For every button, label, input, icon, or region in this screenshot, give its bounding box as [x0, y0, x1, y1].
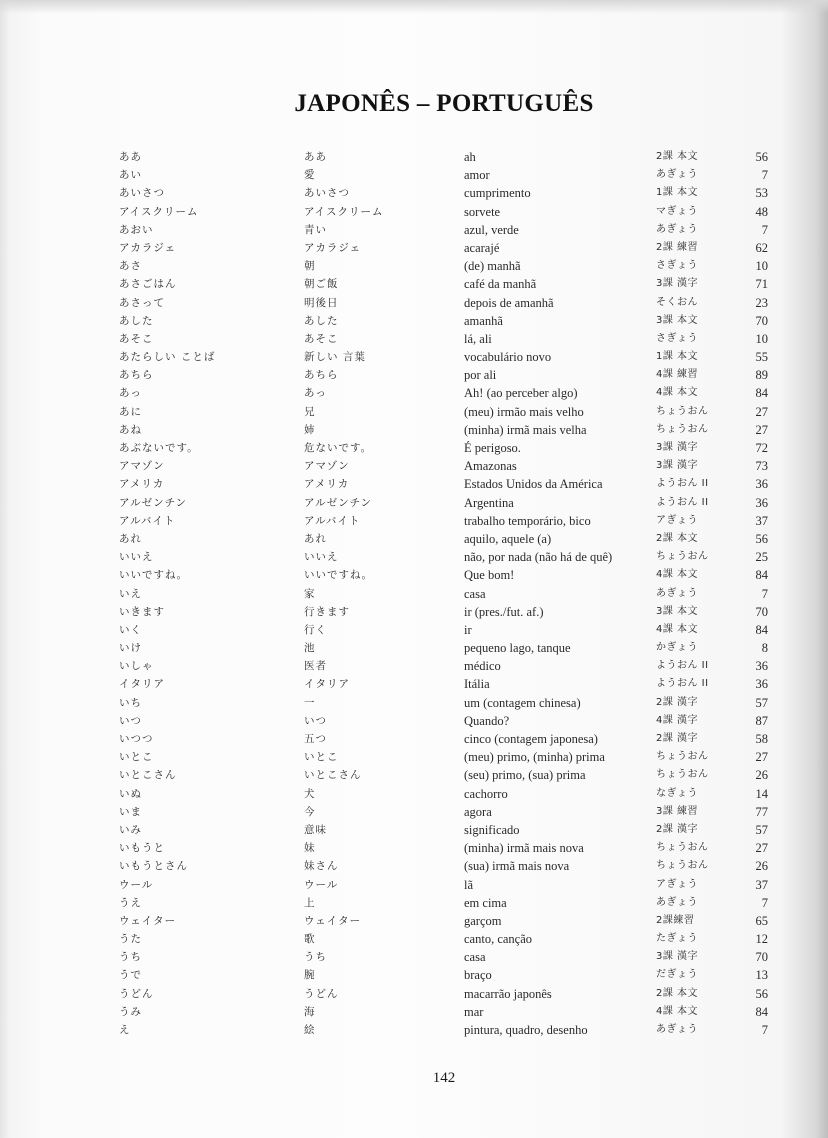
- entry-kana: ああ: [119, 151, 142, 163]
- entry-row: [0, 530, 828, 548]
- entry-portuguese: canto, canção: [464, 932, 533, 947]
- entry-portuguese: (seu) primo, (sua) prima: [464, 768, 586, 783]
- entry-page: 36: [755, 495, 768, 510]
- entry-kanji: いいですね。: [304, 569, 373, 582]
- entry-row: [0, 221, 828, 239]
- entry-page: 27: [755, 841, 768, 856]
- entry-page: 55: [755, 350, 768, 365]
- entry-source: アぎょう: [656, 878, 698, 890]
- entry-source: 4課 本文: [656, 569, 699, 581]
- entry-page: 65: [755, 913, 768, 928]
- entry-source: 4課 本文: [656, 623, 699, 635]
- entry-kanji: 朝ご飯: [304, 278, 339, 291]
- entry-kanji: 妹さん: [304, 860, 339, 873]
- entry-portuguese: Quando?: [464, 713, 510, 728]
- entry-portuguese: Itália: [464, 677, 490, 692]
- entry-page: 7: [761, 1023, 768, 1037]
- entry-kana: いいですね。: [119, 569, 188, 582]
- entry-row: [0, 730, 828, 748]
- entry-row: [0, 585, 828, 603]
- entry-kana: いつ: [119, 714, 142, 727]
- entry-portuguese: casa: [464, 586, 486, 601]
- entry-kanji: 上: [304, 896, 316, 909]
- entry-row: [0, 475, 828, 493]
- entry-kanji: アマゾン: [304, 460, 350, 473]
- entry-row: [0, 839, 828, 857]
- entry-row: [0, 566, 828, 584]
- entry-kana: うみ: [119, 1005, 142, 1018]
- entry-kanji: あいさつ: [304, 187, 350, 200]
- entry-kanji: イタリア: [304, 678, 350, 691]
- entry-list: [0, 148, 828, 1039]
- entry-source: あぎょう: [656, 587, 698, 599]
- entry-source: だぎょう: [656, 969, 698, 981]
- entry-kanji: 危ないです。: [304, 442, 373, 454]
- entry-portuguese: garçom: [464, 913, 502, 928]
- entry-row: [0, 821, 828, 839]
- entry-portuguese: por ali: [464, 368, 497, 383]
- entry-kana: いとこさん: [119, 769, 177, 782]
- entry-source: 1課 本文: [656, 351, 699, 363]
- entry-kana: いいえ: [119, 551, 154, 564]
- entry-kana: いく: [119, 623, 142, 636]
- entry-page: 13: [755, 968, 768, 983]
- entry-source: あぎょう: [656, 896, 698, 908]
- entry-source: あぎょう: [656, 223, 698, 235]
- entry-row: [0, 439, 828, 457]
- entry-kanji: 家: [304, 587, 316, 600]
- entry-portuguese: médico: [464, 659, 501, 674]
- entry-kana: あおい: [119, 223, 154, 236]
- entry-kanji: 明後日: [304, 296, 339, 309]
- entry-kana: うた: [119, 933, 142, 946]
- entry-kanji: いつ: [304, 714, 327, 727]
- entry-kanji: 意味: [304, 823, 327, 836]
- entry-portuguese: ah: [464, 150, 476, 164]
- entry-kana: うち: [119, 951, 142, 964]
- entry-row: [0, 639, 828, 657]
- entry-portuguese: aquilo, aquele (a): [464, 531, 552, 546]
- entry-portuguese: (meu) primo, (minha) prima: [464, 750, 605, 765]
- entry-kana: あたらしい ことば: [119, 351, 216, 364]
- entry-row: [0, 275, 828, 293]
- entry-portuguese: café da manhã: [464, 277, 537, 292]
- entry-page: 84: [755, 568, 768, 583]
- entry-source: 3課 漢字: [656, 442, 699, 453]
- entry-row: [0, 512, 828, 530]
- entry-kana: あさ: [119, 260, 142, 273]
- entry-kana: いとこ: [119, 751, 154, 764]
- entry-kanji: アルゼンチン: [304, 496, 373, 509]
- entry-kana: あい: [119, 169, 142, 182]
- entry-row: [0, 203, 828, 221]
- entry-kana: ウェイター: [119, 914, 177, 927]
- entry-portuguese: cumprimento: [464, 186, 531, 201]
- entry-kanji: 五つ: [304, 733, 327, 745]
- entry-portuguese: ir: [464, 622, 472, 637]
- entry-kanji: あれ: [304, 532, 327, 545]
- entry-page: 23: [755, 295, 768, 310]
- entry-page: 7: [761, 168, 768, 183]
- entry-source: ようおん II: [656, 678, 709, 690]
- entry-kanji: うち: [304, 951, 327, 964]
- entry-source: あぎょう: [656, 1024, 698, 1035]
- entry-page: 84: [755, 1004, 768, 1019]
- entry-kana: うどん: [119, 987, 154, 1000]
- entry-portuguese: lá, ali: [464, 331, 492, 346]
- entry-portuguese: casa: [464, 950, 486, 965]
- entry-kana: いけ: [119, 642, 142, 655]
- entry-row: [0, 694, 828, 712]
- entry-kanji: あちら: [304, 369, 339, 382]
- entry-page: 12: [755, 932, 768, 947]
- entry-page: 7: [761, 586, 768, 601]
- entry-source: 4課 練習: [656, 369, 699, 381]
- entry-page: 71: [755, 277, 768, 292]
- entry-row: [0, 912, 828, 930]
- entry-kanji: 絵: [304, 1024, 316, 1036]
- entry-kana: あいさつ: [119, 187, 165, 200]
- entry-source: 1課 本文: [656, 187, 699, 199]
- entry-kanji: アカラジェ: [304, 241, 362, 254]
- entry-row: [0, 421, 828, 439]
- entry-source: アぎょう: [656, 514, 698, 526]
- entry-row: [0, 930, 828, 948]
- entry-kanji: 犬: [304, 787, 316, 800]
- entry-page: 57: [755, 822, 768, 837]
- entry-page: 84: [755, 622, 768, 637]
- entry-kana: アマゾン: [119, 460, 165, 473]
- entry-kana: あね: [119, 423, 142, 436]
- entry-kanji: 海: [304, 1005, 316, 1018]
- entry-portuguese: agora: [464, 804, 492, 819]
- entry-kana: アカラジェ: [119, 241, 177, 254]
- entry-portuguese: vocabulário novo: [464, 350, 552, 365]
- entry-page: 36: [755, 659, 768, 674]
- entry-portuguese: acarajé: [464, 240, 500, 255]
- entry-kana: うで: [119, 969, 142, 982]
- entry-kanji: 青い: [304, 223, 327, 236]
- entry-source: かぎょう: [656, 642, 698, 654]
- entry-portuguese: amanhã: [464, 313, 503, 328]
- entry-kana: え: [119, 1024, 131, 1036]
- entry-row: [0, 548, 828, 566]
- entry-page: 87: [755, 713, 768, 728]
- entry-kana: あれ: [119, 532, 142, 545]
- entry-row: [0, 785, 828, 803]
- entry-kana: いち: [119, 696, 142, 709]
- entry-page: 56: [755, 150, 768, 164]
- entry-page: 70: [755, 313, 768, 328]
- entry-row: [0, 148, 828, 166]
- entry-row: [0, 294, 828, 312]
- entry-row: [0, 803, 828, 821]
- entry-kana: いもうと: [119, 842, 165, 855]
- entry-kanji: 新しい 言葉: [304, 351, 366, 364]
- entry-kana: いま: [119, 805, 142, 818]
- entry-row: [0, 330, 828, 348]
- entry-kana: あした: [119, 314, 154, 327]
- entry-kana: いつつ: [119, 733, 154, 745]
- entry-kanji: アルバイト: [304, 514, 361, 527]
- entry-row: [0, 239, 828, 257]
- entry-page: 7: [761, 222, 768, 237]
- entry-page: 36: [755, 677, 768, 692]
- entry-kanji: いいえ: [304, 551, 339, 564]
- entry-source: あぎょう: [656, 169, 698, 181]
- entry-kana: あに: [119, 405, 142, 418]
- entry-page: 37: [755, 513, 768, 528]
- entry-source: さぎょう: [656, 332, 698, 344]
- entry-portuguese: Amazonas: [464, 459, 517, 474]
- entry-row: [0, 894, 828, 912]
- entry-row: [0, 366, 828, 384]
- entry-portuguese: (minha) irmã mais velha: [464, 422, 587, 437]
- entry-portuguese: em cima: [464, 895, 507, 910]
- entry-kanji: いとこ: [304, 751, 339, 764]
- entry-kanji: 医者: [304, 660, 327, 673]
- entry-kanji: 妹: [304, 842, 316, 855]
- entry-row: [0, 457, 828, 475]
- entry-kana: いみ: [119, 823, 142, 836]
- entry-source: なぎょう: [656, 787, 698, 799]
- entry-page: 10: [755, 259, 768, 274]
- entry-page: 27: [755, 750, 768, 765]
- entry-source: 4課 本文: [656, 1005, 699, 1017]
- entry-source: 4課 本文: [656, 387, 699, 399]
- entry-row: [0, 257, 828, 275]
- entry-page: 48: [755, 204, 768, 219]
- entry-portuguese: pequeno lago, tanque: [464, 641, 571, 656]
- entry-kanji: あした: [304, 314, 339, 327]
- entry-source: ちょうおん: [656, 769, 709, 781]
- entry-page: 8: [761, 641, 768, 656]
- entry-row: [0, 1003, 828, 1021]
- entry-page: 56: [755, 531, 768, 546]
- entry-source: マぎょう: [656, 205, 698, 217]
- entry-source: ちょうおん: [656, 405, 709, 417]
- entry-kanji: 行く: [304, 623, 327, 636]
- entry-row: [0, 312, 828, 330]
- entry-page: 25: [755, 550, 768, 565]
- entry-page: 14: [755, 786, 768, 801]
- entry-portuguese: (meu) irmão mais velho: [464, 404, 584, 419]
- entry-source: そくおん: [656, 296, 698, 308]
- entry-page: 7: [761, 895, 768, 910]
- entry-portuguese: (de) manhã: [464, 259, 521, 274]
- entry-portuguese: cachorro: [464, 786, 508, 801]
- entry-portuguese: macarrão japonês: [464, 986, 552, 1001]
- entry-kanji: ああ: [304, 151, 327, 163]
- entry-page: 27: [755, 404, 768, 419]
- entry-page: 77: [755, 804, 768, 819]
- entry-kana: いきます: [119, 605, 165, 618]
- entry-source: 3課 本文: [656, 605, 699, 617]
- entry-portuguese: braço: [464, 968, 492, 983]
- entry-row: [0, 621, 828, 639]
- entry-kanji: あそこ: [304, 332, 339, 345]
- entry-source: ようおん II: [656, 478, 709, 490]
- entry-portuguese: Estados Unidos da América: [464, 477, 603, 492]
- entry-kana: アルバイト: [119, 514, 176, 527]
- entry-kana: イタリア: [119, 678, 165, 691]
- entry-page: 84: [755, 386, 768, 401]
- entry-source: 3課 本文: [656, 314, 699, 326]
- entry-source: ようおん II: [656, 660, 709, 672]
- entry-row: [0, 857, 828, 875]
- entry-source: たぎょう: [656, 933, 698, 945]
- entry-source: さぎょう: [656, 260, 698, 272]
- entry-row: [0, 403, 828, 421]
- entry-row: [0, 966, 828, 984]
- entry-row: [0, 1021, 828, 1039]
- entry-row: [0, 985, 828, 1003]
- entry-source: 3課 漢字: [656, 278, 699, 290]
- entry-source: 4課 漢字: [656, 714, 699, 726]
- entry-kanji: ウェイター: [304, 914, 362, 927]
- entry-source: 3課 漢字: [656, 460, 699, 472]
- entry-kanji: 今: [304, 805, 316, 818]
- entry-kanji: 一: [304, 696, 316, 709]
- entry-row: [0, 184, 828, 202]
- entry-page: 36: [755, 477, 768, 492]
- entry-source: 3課 練習: [656, 805, 699, 817]
- entry-page: 62: [755, 240, 768, 255]
- entry-portuguese: depois de amanhã: [464, 295, 554, 310]
- entry-kanji: 姉: [304, 423, 316, 436]
- entry-page: 73: [755, 459, 768, 474]
- entry-page: 56: [755, 986, 768, 1001]
- entry-page: 72: [755, 441, 768, 455]
- entry-row: [0, 675, 828, 693]
- entry-kana: あちら: [119, 369, 154, 382]
- entry-source: 2課練習: [656, 914, 695, 926]
- entry-page: 27: [755, 422, 768, 437]
- entry-portuguese: cinco (contagem japonesa): [464, 732, 598, 746]
- entry-kana: ウール: [119, 878, 154, 891]
- entry-page: 10: [755, 331, 768, 346]
- entry-row: [0, 166, 828, 184]
- entry-row: [0, 876, 828, 894]
- entry-kana: あっ: [119, 387, 142, 400]
- entry-row: [0, 603, 828, 621]
- entry-portuguese: Que bom!: [464, 568, 515, 583]
- entry-kanji: アメリカ: [304, 478, 350, 491]
- entry-row: [0, 748, 828, 766]
- entry-source: 2課 漢字: [656, 823, 699, 835]
- entry-source: ちょうおん: [656, 860, 709, 872]
- entry-portuguese: (minha) irmã mais nova: [464, 841, 584, 856]
- entry-portuguese: trabalho temporário, bico: [464, 513, 591, 528]
- entry-portuguese: Argentina: [464, 495, 514, 510]
- entry-page: 26: [755, 859, 768, 874]
- entry-source: 2課 本文: [656, 151, 699, 162]
- entry-kana: うえ: [119, 896, 142, 909]
- entry-source: 2課 漢字: [656, 733, 699, 744]
- entry-kana: いえ: [119, 587, 142, 600]
- entry-portuguese: significado: [464, 822, 520, 837]
- entry-page: 57: [755, 695, 768, 710]
- entry-row: [0, 657, 828, 675]
- entry-row: [0, 712, 828, 730]
- entry-row: [0, 766, 828, 784]
- entry-kana: アルゼンチン: [119, 496, 188, 509]
- entry-portuguese: pintura, quadro, desenho: [464, 1023, 588, 1037]
- entry-portuguese: Ah! (ao perceber algo): [464, 386, 578, 401]
- entry-portuguese: um (contagem chinesa): [464, 695, 581, 710]
- entry-kana: あさって: [119, 296, 165, 309]
- entry-kana: アメリカ: [119, 478, 165, 491]
- entry-kana: あそこ: [119, 332, 154, 345]
- entry-source: 2課 本文: [656, 532, 699, 544]
- entry-portuguese: azul, verde: [464, 222, 519, 237]
- entry-page: 58: [755, 732, 768, 746]
- entry-source: ちょうおん: [656, 751, 709, 763]
- entry-kanji: うどん: [304, 987, 339, 1000]
- entry-portuguese: mar: [464, 1004, 484, 1019]
- entry-row: [0, 384, 828, 402]
- entry-kanji: 行きます: [304, 605, 350, 618]
- entry-page: 26: [755, 768, 768, 783]
- entry-kanji: いとこさん: [304, 769, 362, 782]
- entry-kana: あぶないです。: [119, 442, 199, 454]
- entry-page: 53: [755, 186, 768, 201]
- entry-page: 89: [755, 368, 768, 383]
- entry-kana: いぬ: [119, 787, 142, 800]
- entry-row: [0, 948, 828, 966]
- entry-source: ちょうおん: [656, 551, 709, 563]
- entry-row: [0, 494, 828, 512]
- entry-portuguese: lã: [464, 877, 474, 892]
- entry-row: [0, 348, 828, 366]
- entry-kanji: 腕: [304, 969, 316, 982]
- entry-kana: いもうとさん: [119, 860, 188, 873]
- entry-source: 2課 本文: [656, 987, 699, 999]
- entry-portuguese: ir (pres./fut. af.): [464, 604, 544, 619]
- entry-kana: いしゃ: [119, 660, 154, 673]
- entry-portuguese: (sua) irmã mais nova: [464, 859, 570, 874]
- entry-kanji: アイスクリーム: [304, 205, 384, 218]
- entry-source: ようおん II: [656, 496, 709, 508]
- entry-kana: あさごはん: [119, 278, 177, 291]
- entry-page: 70: [755, 604, 768, 619]
- entry-kanji: ウール: [304, 878, 339, 891]
- entry-kanji: 朝: [304, 260, 316, 273]
- entry-portuguese: É perigoso.: [464, 441, 521, 455]
- entry-source: 3課 漢字: [656, 951, 699, 963]
- entry-source: ちょうおん: [656, 423, 709, 435]
- entry-portuguese: amor: [464, 168, 490, 183]
- entry-source: ちょうおん: [656, 842, 709, 854]
- entry-kanji: 歌: [304, 933, 316, 946]
- entry-page: 70: [755, 950, 768, 965]
- entry-source: 2課 漢字: [656, 696, 699, 708]
- entry-source: 2課 練習: [656, 241, 699, 253]
- entry-kanji: 兄: [304, 405, 316, 418]
- entry-kana: アイスクリーム: [119, 205, 199, 218]
- entry-page: 37: [755, 877, 768, 892]
- entry-kanji: 愛: [304, 169, 316, 182]
- entry-kanji: あっ: [304, 387, 327, 400]
- page-title: JAPONÊS – PORTUGUÊS: [294, 90, 594, 117]
- entry-portuguese: sorvete: [464, 204, 501, 219]
- page-number: 142: [432, 1070, 456, 1086]
- entry-kanji: 池: [304, 642, 316, 655]
- entry-portuguese: não, por nada (não há de quê): [464, 550, 613, 565]
